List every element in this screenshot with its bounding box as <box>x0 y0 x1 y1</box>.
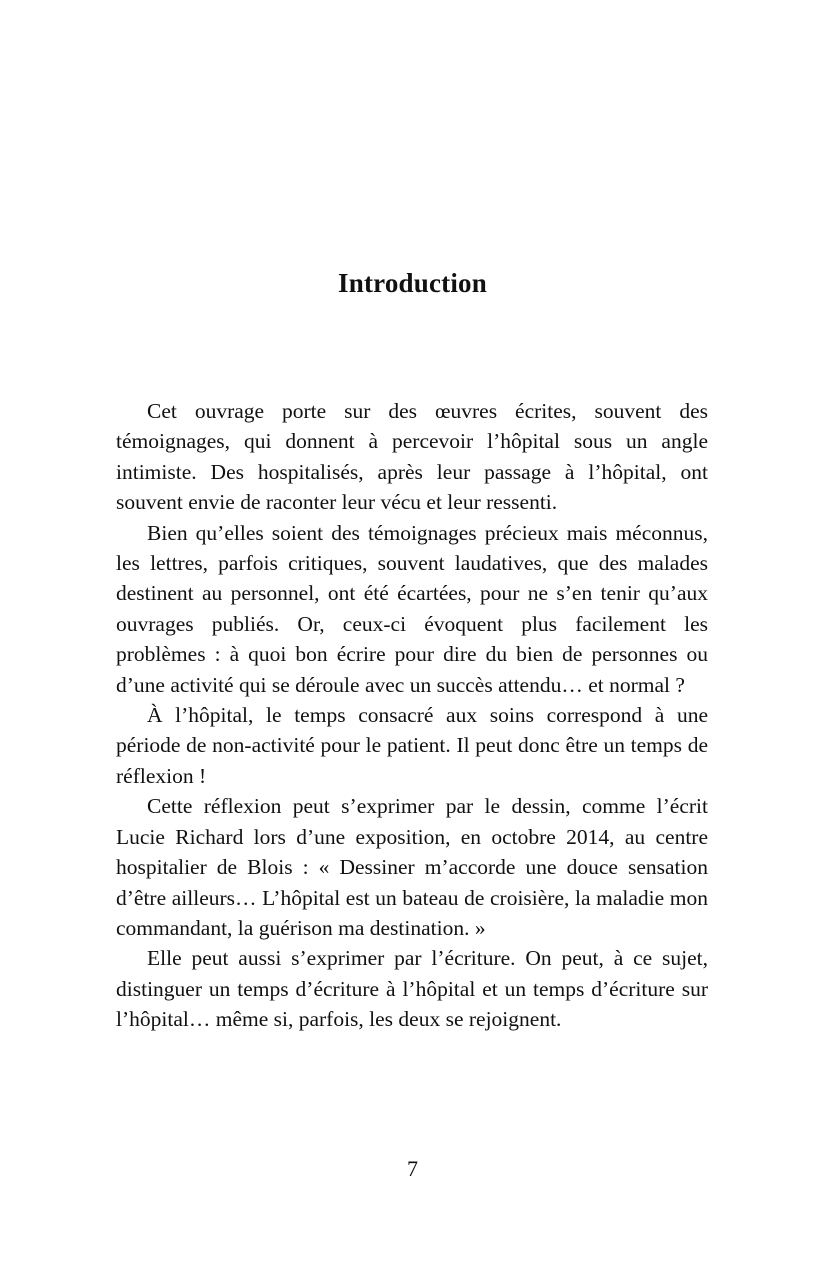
paragraph: Cet ouvrage porte sur des œuvres écrites, souvent des témoignages, qui donnent à percevoir l’hôpital sous un angle intimiste. Des hospitalisés, après leur passage à l’hôpital, ont souvent envie de raconter leur vécu et leur ressenti. <box>116 399 708 515</box>
page-number: 7 <box>407 1156 418 1181</box>
paragraph: Elle peut aussi s’exprimer par l’écriture. On peut, à ce sujet, distinguer un temps d’écriture à l’hôpital et un temps d’écriture sur l’hôpital… même si, parfois, les deux se rejoignent. <box>116 946 708 1032</box>
chapter-title: Introduction <box>338 268 487 298</box>
paragraph: À l’hôpital, le temps consacré aux soins correspond à une période de non-activité pour le patient. Il peut donc être un temps de réflexion ! <box>116 703 708 788</box>
paragraph: Cette réflexion peut s’exprimer par le dessin, comme l’écrit Lucie Richard lors d’une exposition, en octobre 2014, au centre hospitalier de Blois : « Dessiner m’accorde une douce sensation d’être ailleurs… L’hôpital est un bateau de croisière, la maladie mon commandant, la guérison ma destination. » <box>116 794 708 940</box>
paragraph: Bien qu’elles soient des témoignages précieux mais méconnus, les lettres, parfois critiques, souvent laudatives, que des malades destinent au personnel, ont été écartées, pour ne s’en tenir qu’aux ouvrages publiés. Or, ceux-ci évoquent plus facilement les problèmes : à quoi bon écrire pour dire du bien de personnes ou d’une activité qui se déroule avec un succès attendu… et normal ? <box>116 520 708 697</box>
body-text <box>116 396 708 1035</box>
